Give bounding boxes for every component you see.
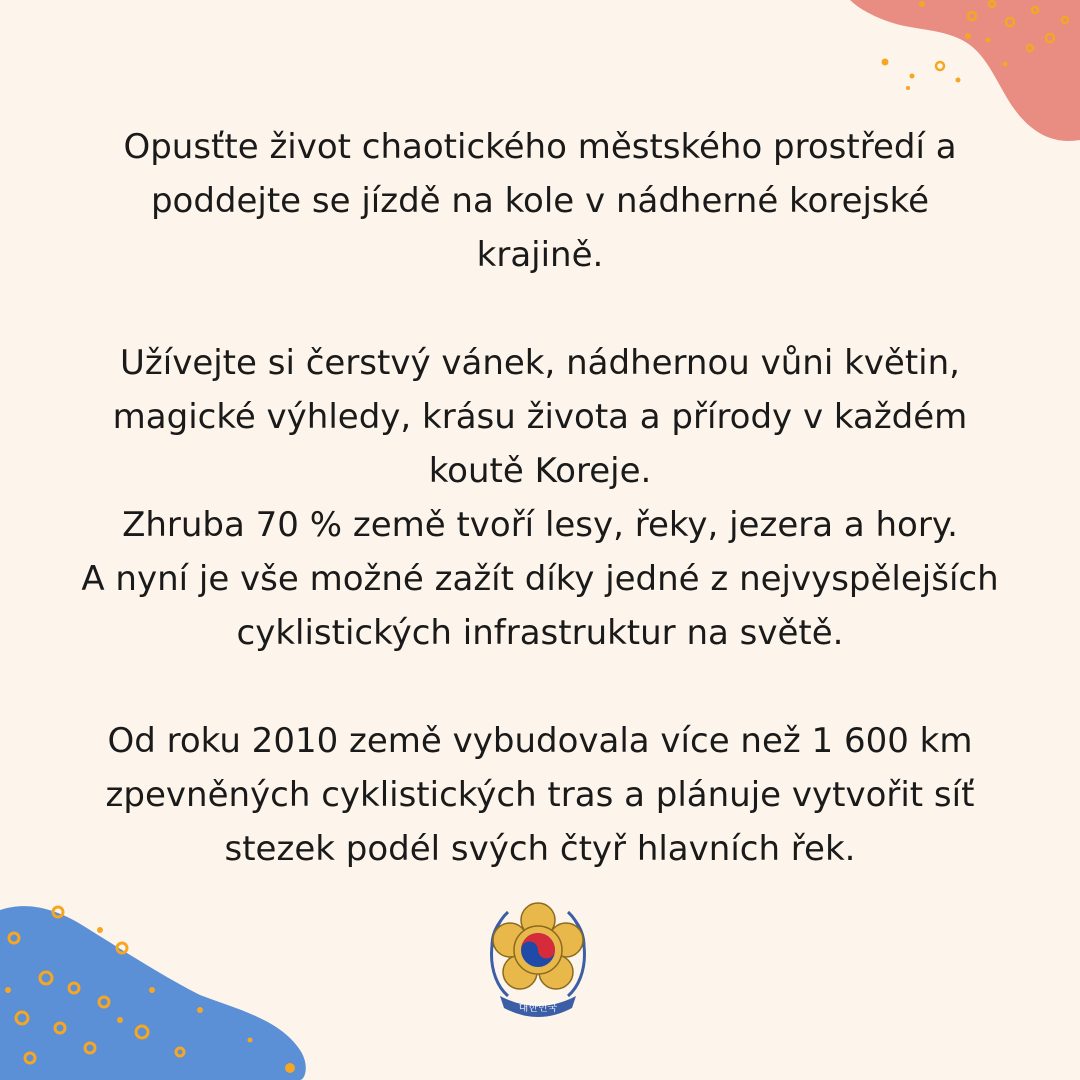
text-line: cyklistických infrastruktur na světě. (236, 613, 844, 653)
text-line: Užívejte si čerstvý vánek, nádhernou vůni květin, (120, 343, 960, 383)
text-line: A nyní je vše možné zažít díky jedné z nejvyspělejších (81, 559, 999, 599)
text-line: magické výhledy, krásu života a přírody v každém (112, 397, 968, 437)
text-line: Od roku 2010 země vybudovala více než 1 600 km (107, 721, 973, 761)
emblem-ribbon-text: 대한민국 (518, 1003, 558, 1014)
paragraph-nature (0, 336, 1080, 660)
text-line: koutě Koreje. (428, 451, 652, 491)
bottom-dots-decoration (0, 890, 320, 1080)
text-line: zpevněných cyklistických tras a plánuje vytvořit síť (105, 775, 975, 815)
text-line: poddejte se jízdě na kole v nádherné korejské (150, 181, 930, 221)
main-text (0, 120, 1080, 876)
text-line: krajině. (476, 235, 604, 275)
text-line: Opusťte život chaotického městského prostředí a (123, 127, 957, 167)
text-line: Zhruba 70 % země tvoří lesy, řeky, jezera a hory. (122, 505, 958, 545)
text-line: stezek podél svých čtyř hlavních řek. (224, 829, 856, 869)
paragraph-intro (0, 120, 1080, 282)
top-dots-decoration (840, 0, 1080, 110)
paragraph-infrastructure (0, 714, 1080, 876)
korean-national-emblem-icon (478, 892, 598, 1020)
